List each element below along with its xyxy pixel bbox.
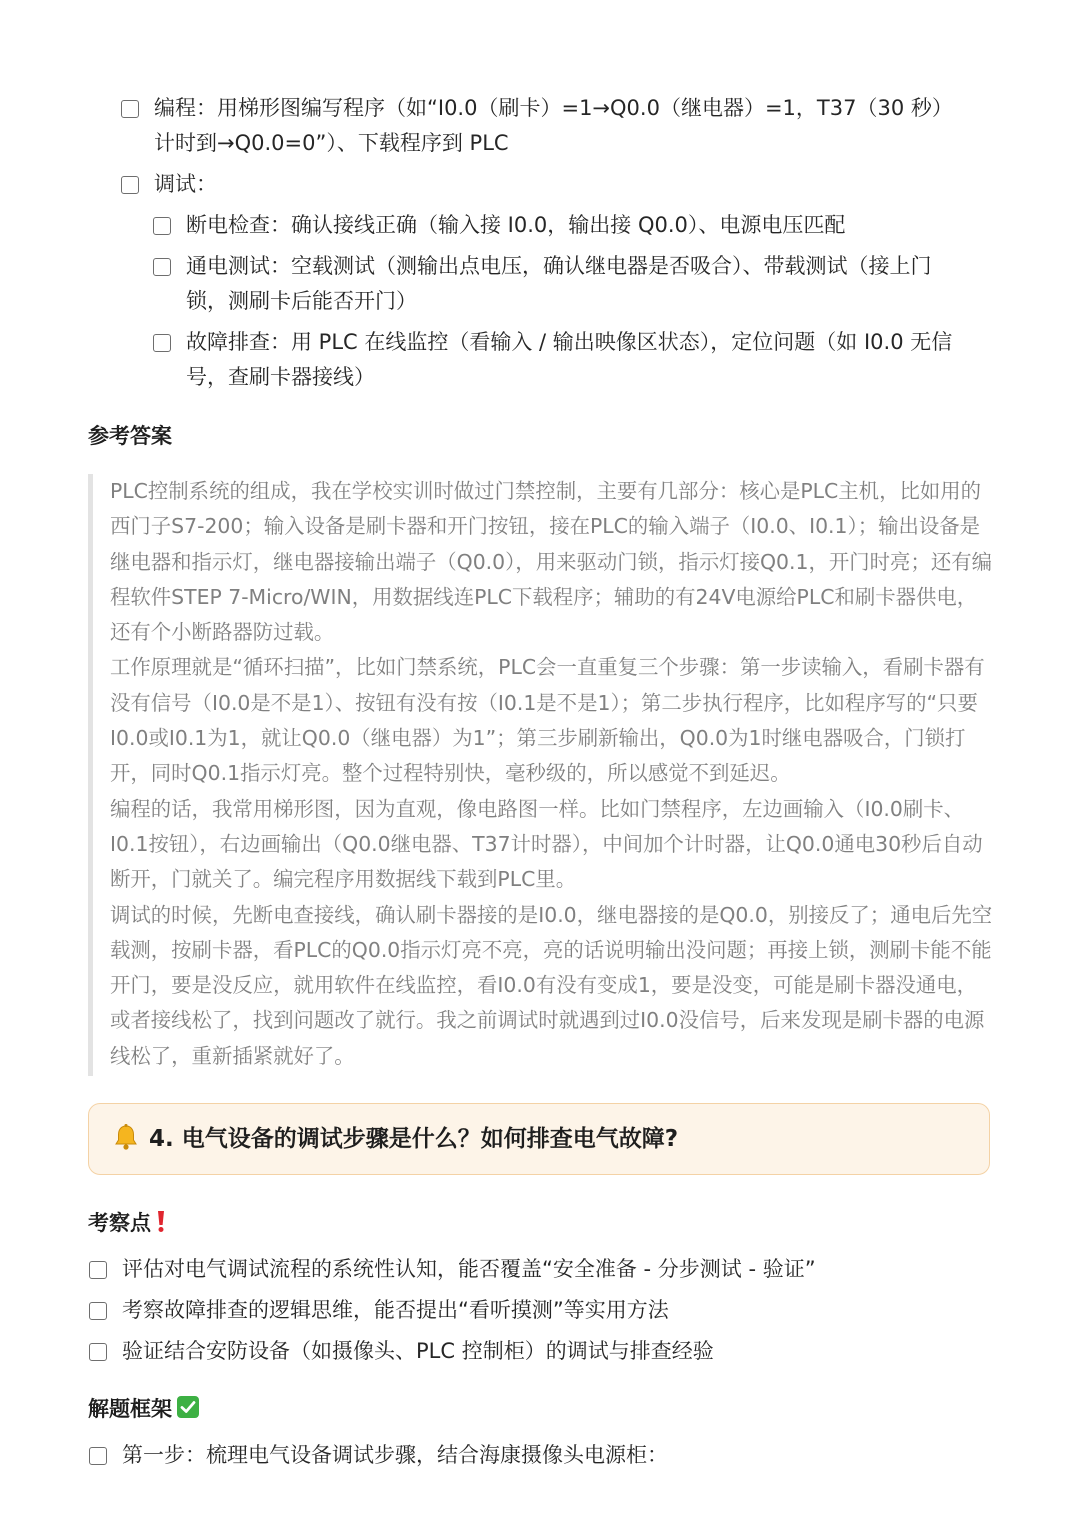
checklist-subitem-troubleshoot <box>153 325 963 395</box>
checklist-item-text: 编程：用梯形图编写程序（如“I0.0（刷卡）=1→Q0.0（继电器）=1，T37（30 秒）计时到→Q0.0=0”）、下载程序到 PLC <box>154 96 953 155</box>
framework-item <box>89 1438 989 1473</box>
reference-answer-blockquote <box>88 474 995 1076</box>
answer-paragraph: 编程的话，我常用梯形图，因为直观，像电路图一样。比如门禁程序，左边画输入（I0.0刷卡、I0.1按钮），右边画输出（Q0.0继电器、T37计时器），中间加个计时器，让Q0.0通电30秒后自动断开，门就关了。编完程序用数据线下载到PLC里。 <box>110 796 983 892</box>
answer-paragraph: 调试的时候，先断电查接线，确认刷卡器接的是I0.0，继电器接的是Q0.0，别接反了；通电后先空载测，按刷卡器，看PLC的Q0.0指示灯亮不亮，亮的话说明输出没问题；再接上锁，测刷卡能不能开门，要是没反应，就用软件在线监控，看I0.0有没有变成1，要是没变，可能是刷卡器没通电，或者接线松了，找到问题改了就行。我之前调试时就遇到过I0.0没信号，后来发现是刷卡器的电源线松了，重新插紧就好了。 <box>110 902 993 1068</box>
checklist-item-text: 第一步：梳理电气设备调试步骤，结合海康摄像头电源柜： <box>122 1443 668 1467</box>
checklist-item-text: 断电检查：确认接线正确（输入接 I0.0，输出接 Q0.0）、电源电压匹配 <box>186 213 846 237</box>
checkbox[interactable] <box>153 217 171 235</box>
answer-paragraph: 工作原理就是“循环扫描”，比如门禁系统，PLC会一直重复三个步骤：第一步读输入，看刷卡器有没有信号（I0.0是不是1）、按钮有没有按（I0.1是不是1）；第二步执行程序，比如程序写的“只要I0.0或I0.1为1，就让Q0.0（继电器）为1”；第三步刷新输出，Q0.0为1时继电器吸合，门锁打开，同时Q0.1指示灯亮。整个过程特别快，毫秒级的，所以感觉不到延迟。 <box>110 655 985 786</box>
checklist-item-text: 验证结合安防设备（如摄像头、PLC 控制柜）的调试与排查经验 <box>122 1339 714 1363</box>
question-callout <box>88 1103 990 1175</box>
checkbox[interactable] <box>121 176 139 194</box>
answer-paragraph: PLC控制系统的组成，我在学校实训时做过门禁控制，主要有几部分：核心是PLC主机，比如用的西门子S7-200；输入设备是刷卡器和开门按钮，接在PLC的输入端子（I0.0、I0.1）；输出设备是继电器和指示灯，继电器接输出端子（Q0.0），用来驱动门锁，指示灯接Q0.1，开门时亮；还有编程软件STEP 7-Micro/WIN，用数据线连PLC下载程序；辅助的有24V电源给PLC和刷卡器供电，还有个小断路器防过载。 <box>110 479 992 645</box>
reference-answer-heading: 参考答案 <box>88 424 172 448</box>
checkbox[interactable] <box>121 100 139 118</box>
exclamation-icon <box>155 1209 167 1233</box>
checkbox[interactable] <box>89 1447 107 1465</box>
checklist-item-text: 考察故障排查的逻辑思维，能否提出“看听摸测”等实用方法 <box>122 1298 669 1322</box>
exam-points-heading-text: 考察点 <box>88 1211 151 1235</box>
checklist-subitem-power-off-check <box>153 208 963 243</box>
exam-point-item <box>89 1293 989 1328</box>
checklist-item-text: 故障排查：用 PLC 在线监控（看输入 / 输出映像区状态），定位问题（如 I0.0 无信号，查刷卡器接线） <box>186 330 953 389</box>
checkbox[interactable] <box>153 258 171 276</box>
check-mark-icon <box>176 1395 200 1419</box>
exam-points-heading <box>88 1208 167 1238</box>
checkbox[interactable] <box>89 1302 107 1320</box>
checklist-item-text: 通电测试：空载测试（测输出点电压，确认继电器是否吸合）、带载测试（接上门锁，测刷卡后能否开门） <box>186 254 932 313</box>
bell-icon <box>113 1123 139 1151</box>
checklist-item-text: 评估对电气调试流程的系统性认知，能否覆盖“安全准备 - 分步测试 - 验证” <box>122 1257 816 1281</box>
question-title: 4. 电气设备的调试步骤是什么？如何排查电气故障? <box>149 1126 679 1152</box>
exam-point-item <box>89 1334 989 1369</box>
checklist-item-debug <box>121 167 961 202</box>
framework-heading <box>88 1394 200 1424</box>
checkbox[interactable] <box>89 1261 107 1279</box>
checklist-subitem-power-on-test <box>153 249 963 319</box>
checklist-item-text: 调试： <box>154 172 217 196</box>
exam-point-item <box>89 1252 989 1287</box>
framework-heading-text: 解题框架 <box>88 1397 172 1421</box>
checkbox[interactable] <box>153 334 171 352</box>
checklist-item-programming <box>121 91 961 161</box>
checkbox[interactable] <box>89 1343 107 1361</box>
